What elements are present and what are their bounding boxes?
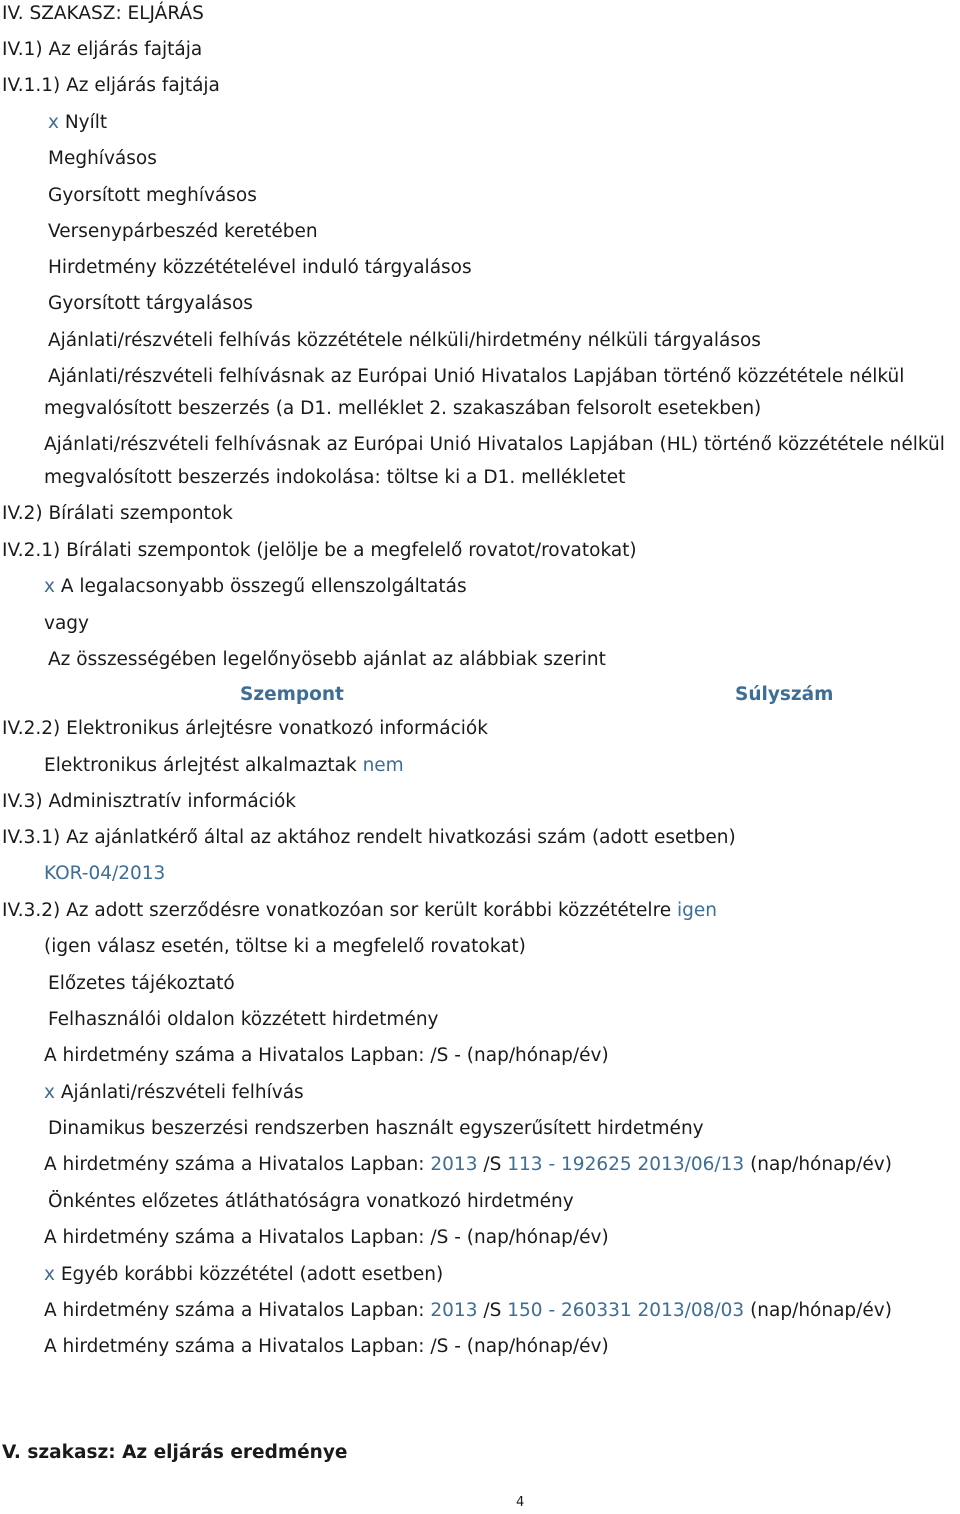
reference-number: KOR-04/2013 [44,863,166,884]
option-hirdetmeny-targyalasos: Hirdetmény közzétételével induló tárgyalásos [48,257,472,278]
hl-slash: /S [483,1300,502,1321]
pub-felhasznaloi-hirdetmeny: Felhasználói oldalon közzétett hirdetmény [48,1009,439,1030]
option-nelkuli-targyalasos: Ajánlati/részvételi felhívás közzététele nélküli/hirdetmény nélküli tárgyalásos [48,330,761,351]
pub-label: Ajánlati/részvételi felhívás [60,1082,304,1103]
hl-number-row-1 [44,1045,609,1067]
heading-iv22: IV.2.2) Elektronikus árlejtésre vonatkozó információk [2,718,488,739]
heading-iv21: IV.2.1) Bírálati szempontok (jelölje be a megfelelő rovatot/rovatokat) [2,540,637,561]
iv32-value: igen [677,900,718,921]
hl-suffix: (nap/hónap/év) [750,1154,892,1175]
selected-mark: x [48,112,59,133]
pub-onkentes: Önkéntes előzetes átláthatóságra vonatkozó hirdetmény [48,1191,574,1212]
section-4-title: IV. SZAKASZ: ELJÁRÁS [2,3,204,24]
pub-egyeb [44,1264,443,1286]
hl-number-row-4 [44,1300,892,1322]
hl-empty-value: /S - (nap/hónap/év) [430,1227,609,1248]
option-eu-nelkul-1: Ajánlati/részvételi felhívásnak az Európai Unió Hivatalos Lapjában történő közzététele nélkül [48,366,905,387]
hl-label: A hirdetmény száma a Hivatalos Lapban: [44,1227,425,1248]
e-auction-value: nem [362,755,404,776]
pub-dinamikus: Dinamikus beszerzési rendszerben használt egyszerűsített hirdetmény [48,1118,704,1139]
criterion-or: vagy [44,613,89,634]
column-header-sulyszam: Súlyszám [735,684,834,705]
option-nyilt [48,112,107,134]
section-5-title: V. szakasz: Az eljárás eredménye [2,1442,348,1463]
hl-label: A hirdetmény száma a Hivatalos Lapban: [44,1045,425,1066]
selected-mark: x [44,1082,55,1103]
heading-iv11: IV.1.1) Az eljárás fajtája [2,75,220,96]
hl-id-date: 260331 2013/08/03 [561,1300,745,1321]
hl-empty-value: /S - (nap/hónap/év) [430,1045,609,1066]
iv32-label: IV.3.2) Az adott szerződésre vonatkozóan sor került korábbi közzétételre [2,900,672,921]
criterion-label: A legalacsonyabb összegű ellenszolgáltatás [60,576,467,597]
column-header-szempont: Szempont [240,684,344,705]
hl-year: 2013 [430,1154,478,1175]
hl-label: A hirdetmény száma a Hivatalos Lapban: [44,1154,425,1175]
option-meghivasos: Meghívásos [48,148,157,169]
hl-number-row-2 [44,1154,892,1176]
option-gyorsitott-targyalasos: Gyorsított tárgyalásos [48,293,253,314]
option-eu-nelkul-2: Ajánlati/részvételi felhívásnak az Európai Unió Hivatalos Lapjában (HL) történő közzététele nélkül [44,434,945,455]
option-eu-nelkul-1-cont: megvalósított beszerzés (a D1. melléklet 2. szakaszában felsorolt esetekben) [44,398,762,419]
option-eu-nelkul-2-cont: megvalósított beszerzés indokolása: töltse ki a D1. mellékletet [44,467,626,488]
hl-dash: - [548,1300,556,1321]
selected-mark: x [44,576,55,597]
hl-id-date: 192625 2013/06/13 [561,1154,745,1175]
e-auction-label: Elektronikus árlejtést alkalmaztak [44,755,357,776]
iv32-note: (igen válasz esetén, töltse ki a megfelelő rovatokat) [44,936,526,957]
hl-number: 150 [507,1300,543,1321]
criterion-lowest-price [44,576,467,598]
criterion-best-value: Az összességében legelőnyösebb ajánlat az alábbiak szerint [48,649,606,670]
pub-ajanlati-felhivas [44,1082,304,1104]
heading-iv2: IV.2) Bírálati szempontok [2,503,233,524]
heading-iv3: IV.3) Adminisztratív információk [2,791,297,812]
heading-iv1: IV.1) Az eljárás fajtája [2,39,203,60]
option-versenyparbeszed: Versenypárbeszéd keretében [48,221,318,242]
hl-label: A hirdetmény száma a Hivatalos Lapban: [44,1300,425,1321]
hl-dash: - [548,1154,556,1175]
hl-number: 113 [507,1154,543,1175]
hl-suffix: (nap/hónap/év) [750,1300,892,1321]
hl-label: A hirdetmény száma a Hivatalos Lapban: [44,1336,425,1357]
hl-slash: /S [483,1154,502,1175]
option-gyorsitott-meghivasos: Gyorsított meghívásos [48,185,257,206]
heading-iv31: IV.3.1) Az ajánlatkérő által az aktához rendelt hivatkozási szám (adott esetben) [2,827,736,848]
hl-empty-value: /S - (nap/hónap/év) [430,1336,609,1357]
hl-number-row-3 [44,1227,609,1249]
e-auction-row [44,755,404,777]
hl-number-row-5 [44,1336,609,1358]
selected-mark: x [44,1264,55,1285]
pub-elozetes-tajekoztato: Előzetes tájékoztató [48,973,235,994]
heading-iv32 [2,900,717,922]
option-label: Nyílt [64,112,108,133]
hl-year: 2013 [430,1300,478,1321]
page-number: 4 [516,1495,525,1510]
pub-label: Egyéb korábbi közzététel (adott esetben) [60,1264,444,1285]
